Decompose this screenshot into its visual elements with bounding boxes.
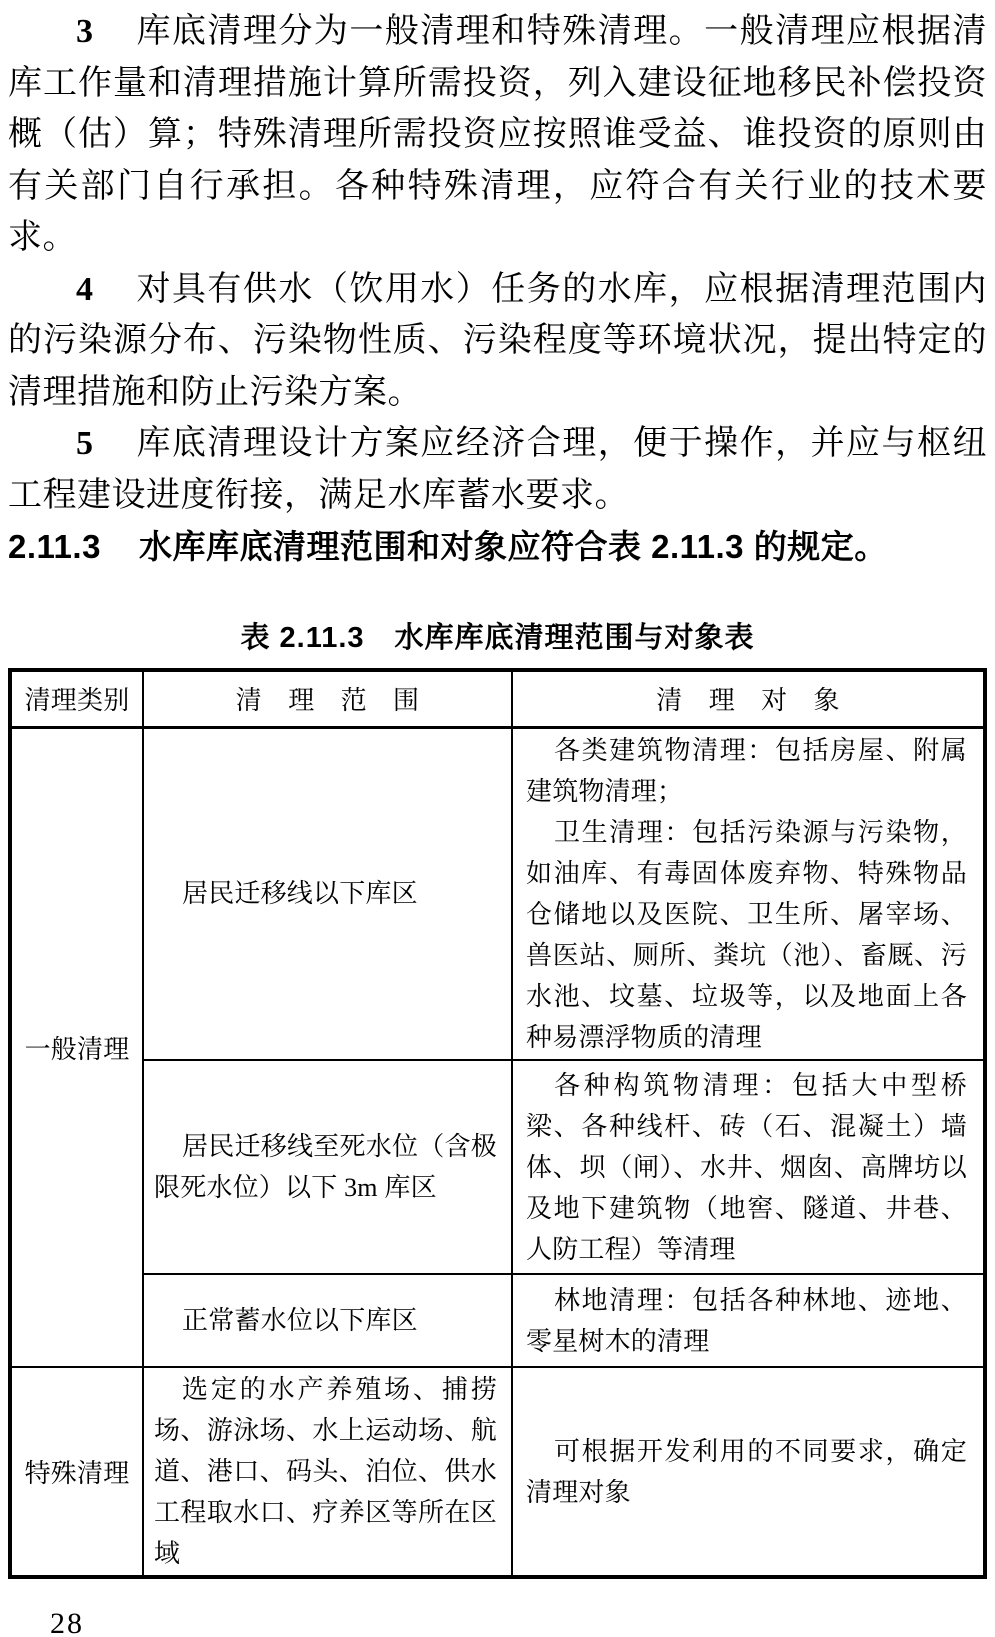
scope-cell [143,1274,512,1367]
objects-cell [512,1274,985,1367]
scope-cell [143,727,512,1060]
scope-cell [143,1060,512,1274]
table-row [10,1367,985,1577]
page-number: 28 [50,1607,84,1637]
table-row [10,1274,985,1367]
paragraph-number: 5 [76,425,94,462]
cell-paragraph: 居民迁移线至死水位（含极限死水位）以下 3m 库区 [154,1132,497,1202]
cell-paragraph: 选定的水产养殖场、捕捞场、游泳场、水上运动场、航道、港口、码头、泊位、供水工程取水口、疗养区等所在区域 [154,1375,497,1568]
category-cell-general: 一般清理 [10,727,143,1367]
table-row [10,727,985,1060]
paragraph-text: 库底清理设计方案应经济合理，便于操作，并应与枢纽工程建设进度衔接，满足水库蓄水要求。 [8,425,987,514]
cell-paragraph: 居民迁移线以下库区 [182,879,418,909]
column-header-category: 清理类别 [10,670,143,728]
cell-paragraph: 正常蓄水位以下库区 [182,1306,418,1335]
objects-cell [512,1060,985,1274]
body-text [8,6,987,573]
paragraph-text: 库底清理分为一般清理和特殊清理。一般清理应根据清库工作量和清理措施计算所需投资，列入建设征地移民补偿投资概（估）算；特殊清理所需投资应按照谁受益、谁投资的原则由有关部门自行承担。各种特殊清理，应符合有关行业的技术要求。 [8,13,987,256]
objects-cell [512,1367,985,1577]
table-header-row [10,670,985,728]
column-header-object: 清 理 对 象 [512,670,985,728]
cell-paragraph: 林地清理：包括各种林地、迹地、零星树木的清理 [526,1285,967,1356]
scope-cell [143,1367,512,1577]
reservoir-cleanup-table [8,668,987,1580]
clause-2-11-3 [8,521,987,573]
table-row [10,1060,985,1274]
cell-paragraph: 可根据开发利用的不同要求，确定清理对象 [526,1436,967,1507]
paragraph-item-3 [8,6,987,264]
paragraph-number: 3 [76,13,94,50]
paragraph-item-5 [8,418,987,521]
objects-cell [512,727,985,1060]
clause-number: 2.11.3 [8,528,101,565]
cell-paragraph: 各类建筑物清理：包括房屋、附属建筑物清理； [526,735,967,806]
cell-paragraph: 各种构筑物清理：包括大中型桥梁、各种线杆、砖（石、混凝土）墙体、坝（闸）、水井、烟囱、高牌坊以及地下建筑物（地窖、隧道、井巷、人防工程）等清理 [526,1070,967,1264]
column-header-scope: 清 理 范 围 [143,670,512,728]
category-cell-special: 特殊清理 [10,1367,143,1577]
table-caption: 表 2.11.3 水库库底清理范围与对象表 [240,621,755,654]
clause-text: 水库库底清理范围和对象应符合表 2.11.3 的规定。 [138,528,888,565]
paragraph-text: 对具有供水（饮用水）任务的水库，应根据清理范围内的污染源分布、污染物性质、污染程度等环境状况，提出特定的清理措施和防止污染方案。 [8,270,987,411]
paragraph-item-4 [8,264,987,419]
paragraph-number: 4 [76,270,94,308]
cell-paragraph: 卫生清理：包括污染源与污染物，如油库、有毒固体废弃物、特殊物品仓储地以及医院、卫生所、屠宰场、兽医站、厕所、粪坑（池）、畜厩、污水池、坟墓、垃圾等，以及地面上各种易漂浮物质的清理 [526,817,967,1052]
